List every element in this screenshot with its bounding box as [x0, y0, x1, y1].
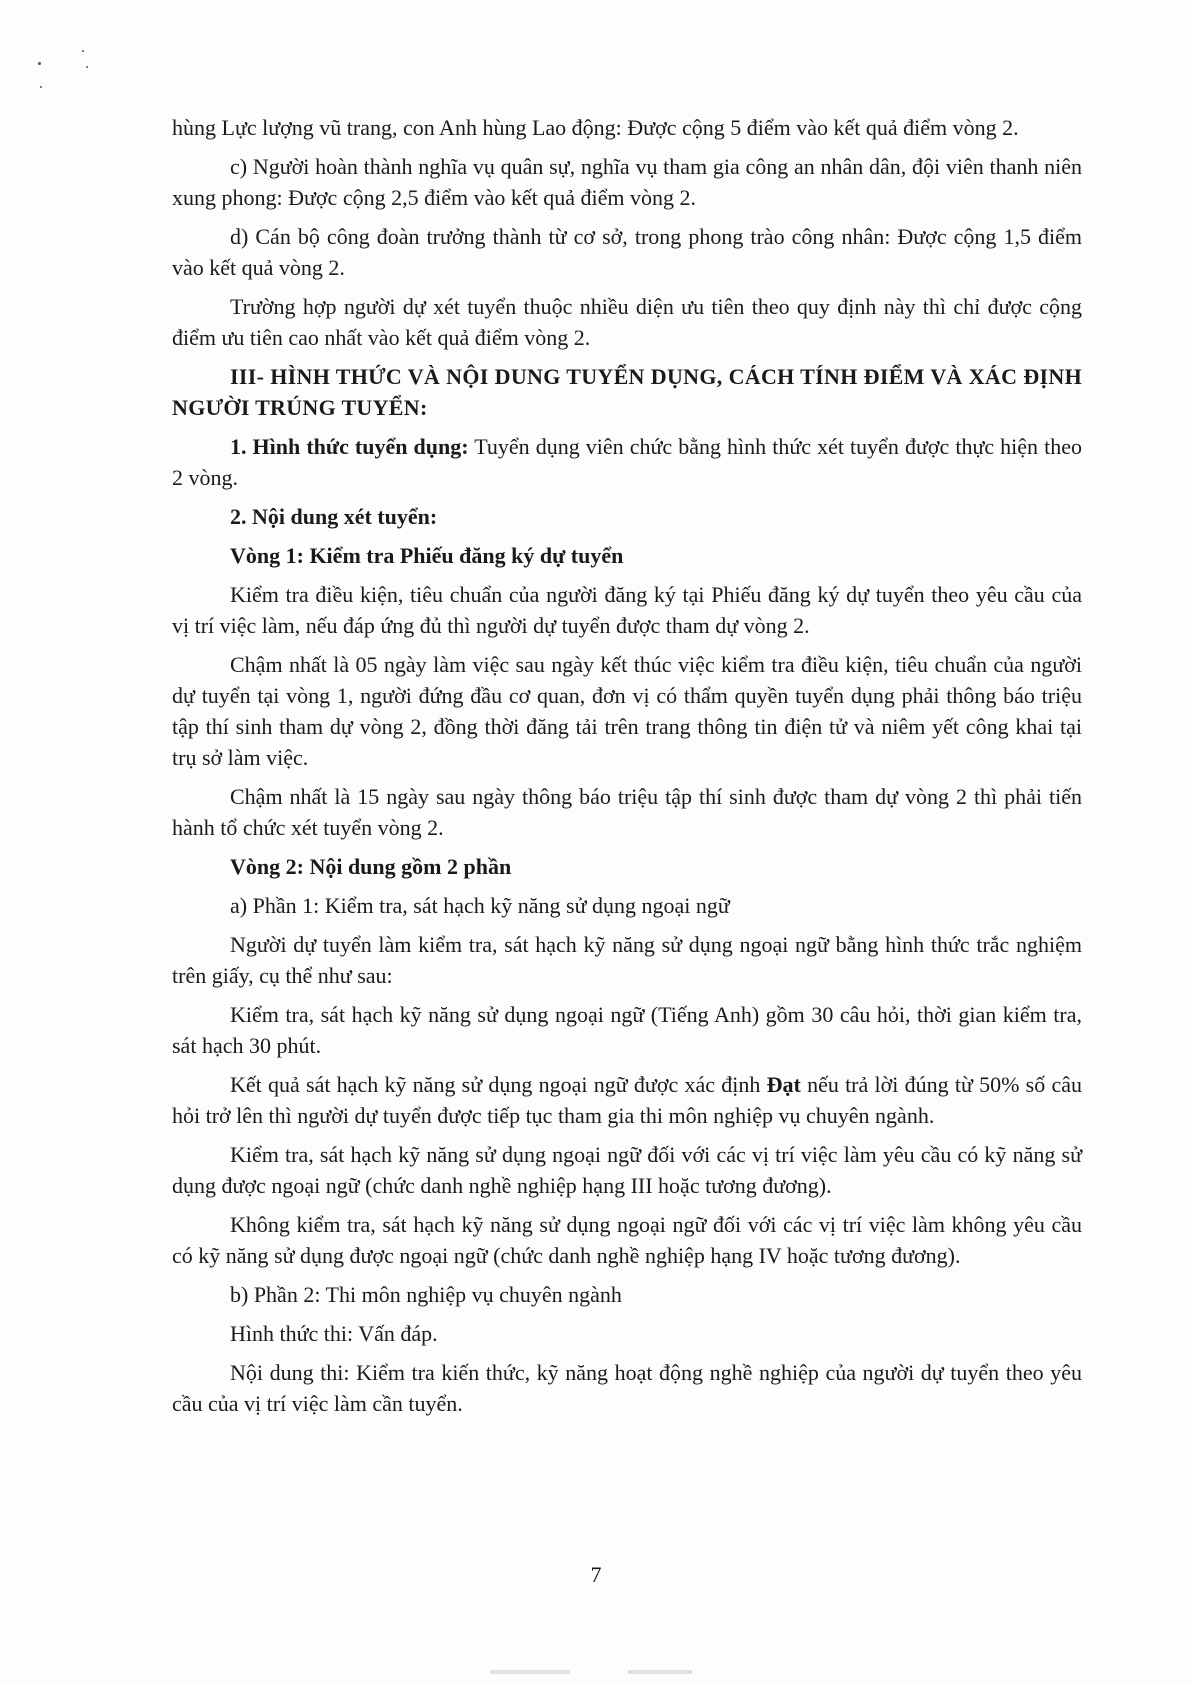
result-text-before: Kết quả sát hạch kỹ năng sử dụng ngoại ngữ được xác định: [230, 1072, 767, 1097]
scan-speck: [38, 62, 41, 65]
scan-speck: [40, 86, 42, 88]
paragraph-recruitment-form: [172, 431, 1082, 493]
result-text-after: nếu trả lời đúng từ 50% số câu hỏi trở lên thì người dự tuyển được tiếp tục tham gia thi môn nghiệp vụ chuyên ngành.: [172, 1072, 1083, 1128]
round2-heading: Vòng 2: Nội dung gồm 2 phần: [230, 854, 512, 879]
scan-edge-mark: [628, 1670, 692, 1674]
recruitment-form-text: Tuyển dụng viên chức bằng hình thức xét tuyển được thực hiện theo 2 vòng.: [172, 434, 1082, 490]
paragraph: Kiểm tra điều kiện, tiêu chuẩn của người đăng ký tại Phiếu đăng ký dự tuyển theo yêu cầu của vị trí việc làm, nếu đáp ứng đủ thì người dự tuyển được tham dự vòng 2.: [172, 582, 1082, 638]
subheading-content: 2. Nội dung xét tuyển:: [230, 504, 438, 529]
result-pass-word: Đạt: [766, 1072, 801, 1097]
paragraph: Người dự tuyển làm kiểm tra, sát hạch kỹ năng sử dụng ngoại ngữ bằng hình thức trắc nghiệm trên giấy, cụ thể như sau:: [172, 932, 1082, 988]
paragraph: Nội dung thi: Kiểm tra kiến thức, kỹ năng hoạt động nghề nghiệp của người dự tuyển theo yêu cầu của vị trí việc làm cần tuyển.: [172, 1360, 1082, 1416]
scan-speck: [82, 50, 84, 52]
section-heading: III- HÌNH THỨC VÀ NỘI DUNG TUYỂN DỤNG, CÁCH TÍNH ĐIỂM VÀ XÁC ĐỊNH NGƯỜI TRÚNG TUYỂN:: [172, 364, 1082, 420]
paragraph: c) Người hoàn thành nghĩa vụ quân sự, nghĩa vụ tham gia công an nhân dân, đội viên thanh niên xung phong: Được cộng 2,5 điểm vào kết quả điểm vòng 2.: [172, 154, 1082, 210]
paragraph: Trường hợp người dự xét tuyển thuộc nhiều diện ưu tiên theo quy định này thì chỉ được cộng điểm ưu tiên cao nhất vào kết quả điểm vòng 2.: [172, 294, 1082, 350]
scan-edge-mark: [490, 1670, 570, 1674]
recruitment-form-label: 1. Hình thức tuyển dụng:: [230, 434, 469, 459]
paragraph-result: [172, 1069, 1082, 1131]
paragraph: Chậm nhất là 15 ngày sau ngày thông báo triệu tập thí sinh được tham dự vòng 2 thì phải tiến hành tổ chức xét tuyển vòng 2.: [172, 784, 1082, 840]
paragraph: Kiểm tra, sát hạch kỹ năng sử dụng ngoại ngữ (Tiếng Anh) gồm 30 câu hỏi, thời gian kiểm tra, sát hạch 30 phút.: [172, 1002, 1082, 1058]
part2-heading: b) Phần 2: Thi môn nghiệp vụ chuyên ngành: [230, 1282, 622, 1307]
paragraph: Hình thức thi: Vấn đáp.: [230, 1321, 438, 1346]
paragraph: hùng Lực lượng vũ trang, con Anh hùng Lao động: Được cộng 5 điểm vào kết quả điểm vòng 2.: [172, 115, 1019, 140]
paragraph: Chậm nhất là 05 ngày làm việc sau ngày kết thúc việc kiểm tra điều kiện, tiêu chuẩn của người dự tuyển tại vòng 1, người đứng đầu cơ quan, đơn vị có thẩm quyền tuyển dụng phải thông báo triệu tập thí sinh tham dự vòng 2, đồng thời đăng tải trên trang thông tin điện tử và niêm yết công khai tại trụ sở làm việc.: [172, 652, 1082, 770]
paragraph: Không kiểm tra, sát hạch kỹ năng sử dụng ngoại ngữ đối với các vị trí việc làm không yêu cầu có kỹ năng sử dụng được ngoại ngữ (chức danh nghề nghiệp hạng IV hoặc tương đương).: [172, 1212, 1082, 1268]
scan-speck: [86, 66, 88, 68]
round1-heading: Vòng 1: Kiểm tra Phiếu đăng ký dự tuyển: [230, 543, 624, 568]
part1-heading: a) Phần 1: Kiểm tra, sát hạch kỹ năng sử dụng ngoại ngữ: [230, 893, 730, 918]
paragraph: Kiểm tra, sát hạch kỹ năng sử dụng ngoại ngữ đối với các vị trí việc làm yêu cầu có kỹ năng sử dụng được ngoại ngữ (chức danh nghề nghiệp hạng III hoặc tương đương).: [172, 1142, 1082, 1198]
page-number: 7: [590, 1562, 602, 1587]
paragraph: d) Cán bộ công đoàn trưởng thành từ cơ sở, trong phong trào công nhân: Được cộng 1,5 điểm vào kết quả vòng 2.: [172, 224, 1082, 280]
document-body: [172, 112, 1082, 1427]
